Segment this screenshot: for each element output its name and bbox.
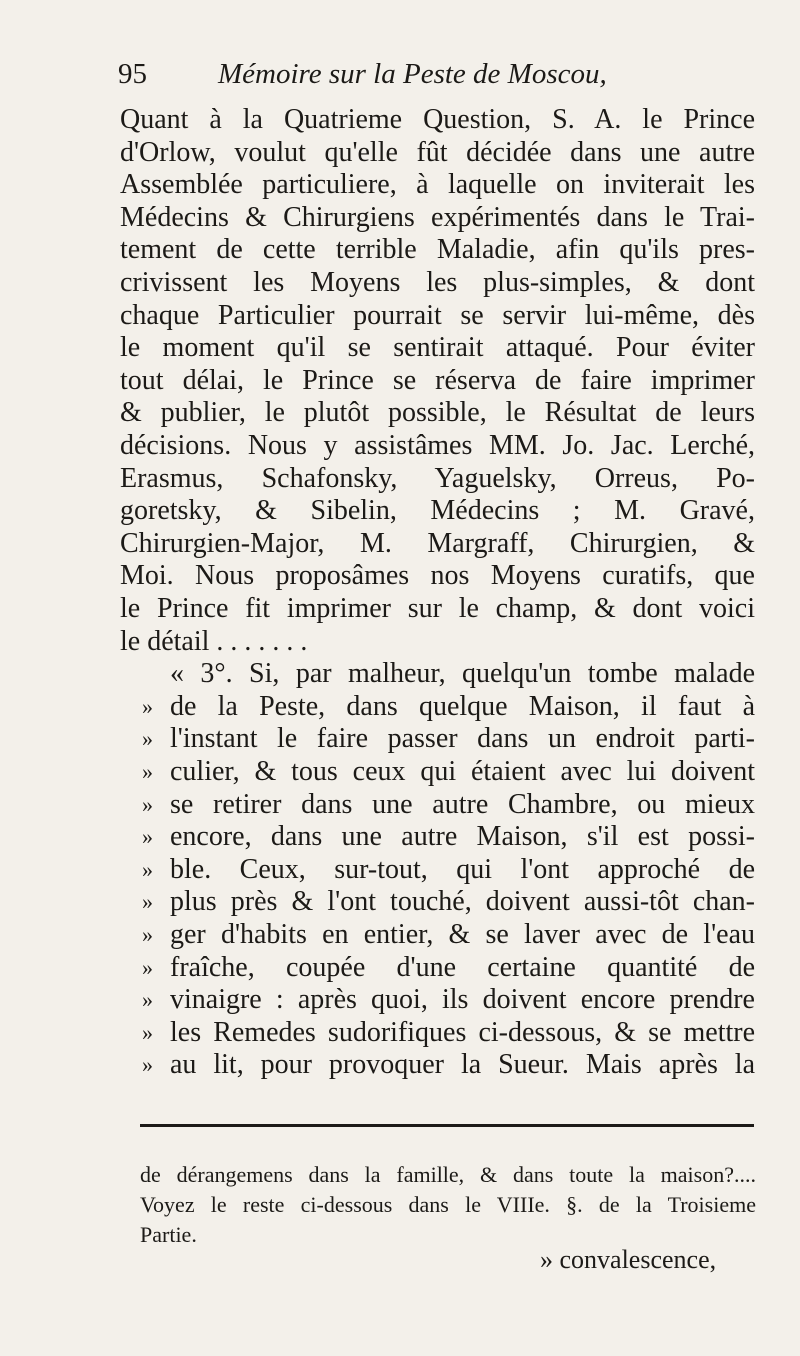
quote-line-text: les Remedes sudorifiques ci-dessous, & se mettre bbox=[170, 1016, 755, 1048]
quote-line-text: culier, & tous ceux qui étaient avec lui doivent bbox=[170, 756, 755, 787]
quote-mark: » bbox=[142, 922, 153, 947]
text-line: tement de cette terrible Maladie, afin qu'ils pres- bbox=[120, 234, 755, 266]
page-header bbox=[118, 58, 758, 98]
text-line: Moi. Nous proposâmes nos Moyens curatifs, que bbox=[120, 560, 755, 592]
text-line: d'Orlow, voulut qu'elle fût décidée dans une autre bbox=[120, 136, 755, 168]
footnote-line: Partie. bbox=[140, 1222, 197, 1247]
quote-mark: » bbox=[142, 824, 153, 850]
text-line: Médecins & Chirurgiens expérimentés dans le Trai- bbox=[120, 201, 755, 233]
text-line: Assemblée particuliere, à laquelle on inviterait les bbox=[120, 169, 755, 201]
quote-line bbox=[142, 788, 755, 822]
text-line: goretsky, & Sibelin, Médecins ; M. Gravé, bbox=[120, 495, 755, 527]
text-line: chaque Particulier pourrait se servir lui-même, dès bbox=[120, 299, 755, 331]
text-line: Chirurgien-Major, M. Margraff, Chirurgien, & bbox=[120, 527, 755, 559]
quote-line bbox=[142, 821, 755, 854]
quote-mark: » bbox=[142, 954, 153, 980]
quote-line-text: ger d'habits en entier, & se laver avec de l'eau bbox=[170, 919, 755, 950]
quote-line bbox=[170, 658, 755, 691]
quote-line-text: fraîche, coupée d'une certaine quantité de bbox=[170, 951, 755, 983]
page-number: 95 bbox=[118, 58, 147, 90]
text-line: & publier, le plutôt possible, le Résultat de leurs bbox=[120, 397, 755, 429]
quote-mark: » bbox=[142, 726, 153, 752]
text-line: Quant à la Quatrieme Question, S. A. le Prince bbox=[120, 104, 755, 135]
quote-mark: » bbox=[142, 856, 153, 882]
text-line: Erasmus, Schafonsky, Yaguelsky, Orreus, Po- bbox=[120, 462, 755, 494]
quote-line bbox=[142, 886, 755, 919]
text-line: tout délai, le Prince se réserva de faire imprimer bbox=[120, 364, 755, 396]
quote-line bbox=[142, 951, 755, 985]
quote-line bbox=[142, 853, 755, 887]
quote-line-text: se retirer dans une autre Chambre, ou mieux bbox=[170, 788, 755, 820]
quote-line-text: de la Peste, dans quelque Maison, il faut à bbox=[170, 690, 755, 722]
quote-mark: » bbox=[142, 693, 153, 719]
quote-line bbox=[142, 756, 755, 789]
text-line: le moment qu'il se sentirait attaqué. Pour éviter bbox=[120, 332, 755, 364]
quote-line bbox=[142, 723, 755, 756]
quote-line bbox=[142, 919, 755, 952]
quote-line-text: ble. Ceux, sur-tout, qui l'ont approché de bbox=[170, 853, 755, 885]
quote-line bbox=[142, 1016, 755, 1050]
quote-line-text: « 3°. Si, par malheur, quelqu'un tombe malade bbox=[170, 658, 755, 690]
catchword: » convalescence, bbox=[540, 1245, 717, 1274]
quote-mark: » bbox=[142, 1019, 153, 1045]
quote-line bbox=[142, 984, 755, 1017]
quote-line-text: au lit, pour provoquer la Sueur. Mais après la bbox=[170, 1049, 755, 1081]
quote-line bbox=[142, 690, 755, 724]
running-title: Mémoire sur la Peste de Moscou, bbox=[218, 58, 607, 90]
quote-line-text: l'instant le faire passer dans un endroit parti- bbox=[170, 723, 755, 755]
quote-mark: » bbox=[142, 1052, 153, 1078]
quote-line bbox=[142, 1049, 755, 1082]
text-line: décisions. Nous y assistâmes MM. Jo. Jac. Lerché, bbox=[120, 430, 755, 461]
text-line: crivissent les Moyens les plus-simples, & dont bbox=[120, 267, 755, 298]
footnote-rule bbox=[140, 1124, 754, 1127]
quote-line-text: plus près & l'ont touché, doivent aussi-tôt chan- bbox=[170, 886, 755, 918]
quote-mark: » bbox=[142, 759, 153, 784]
quote-mark: » bbox=[142, 791, 153, 817]
quote-mark: » bbox=[142, 889, 153, 915]
text-line: le détail . . . . . . . bbox=[120, 625, 308, 657]
quote-mark: » bbox=[142, 987, 153, 1013]
text-line: le Prince fit imprimer sur le champ, & dont voici bbox=[120, 593, 755, 624]
footnote-line: de dérangemens dans la famille, & dans toute la maison?.... bbox=[140, 1162, 756, 1187]
footnote-line: Voyez le reste ci-dessous dans le VIIIe. §. de la Troisieme bbox=[140, 1192, 756, 1217]
quote-line-text: vinaigre : après quoi, ils doivent encore prendre bbox=[170, 984, 755, 1016]
quote-line-text: encore, dans une autre Maison, s'il est possi- bbox=[170, 821, 755, 853]
